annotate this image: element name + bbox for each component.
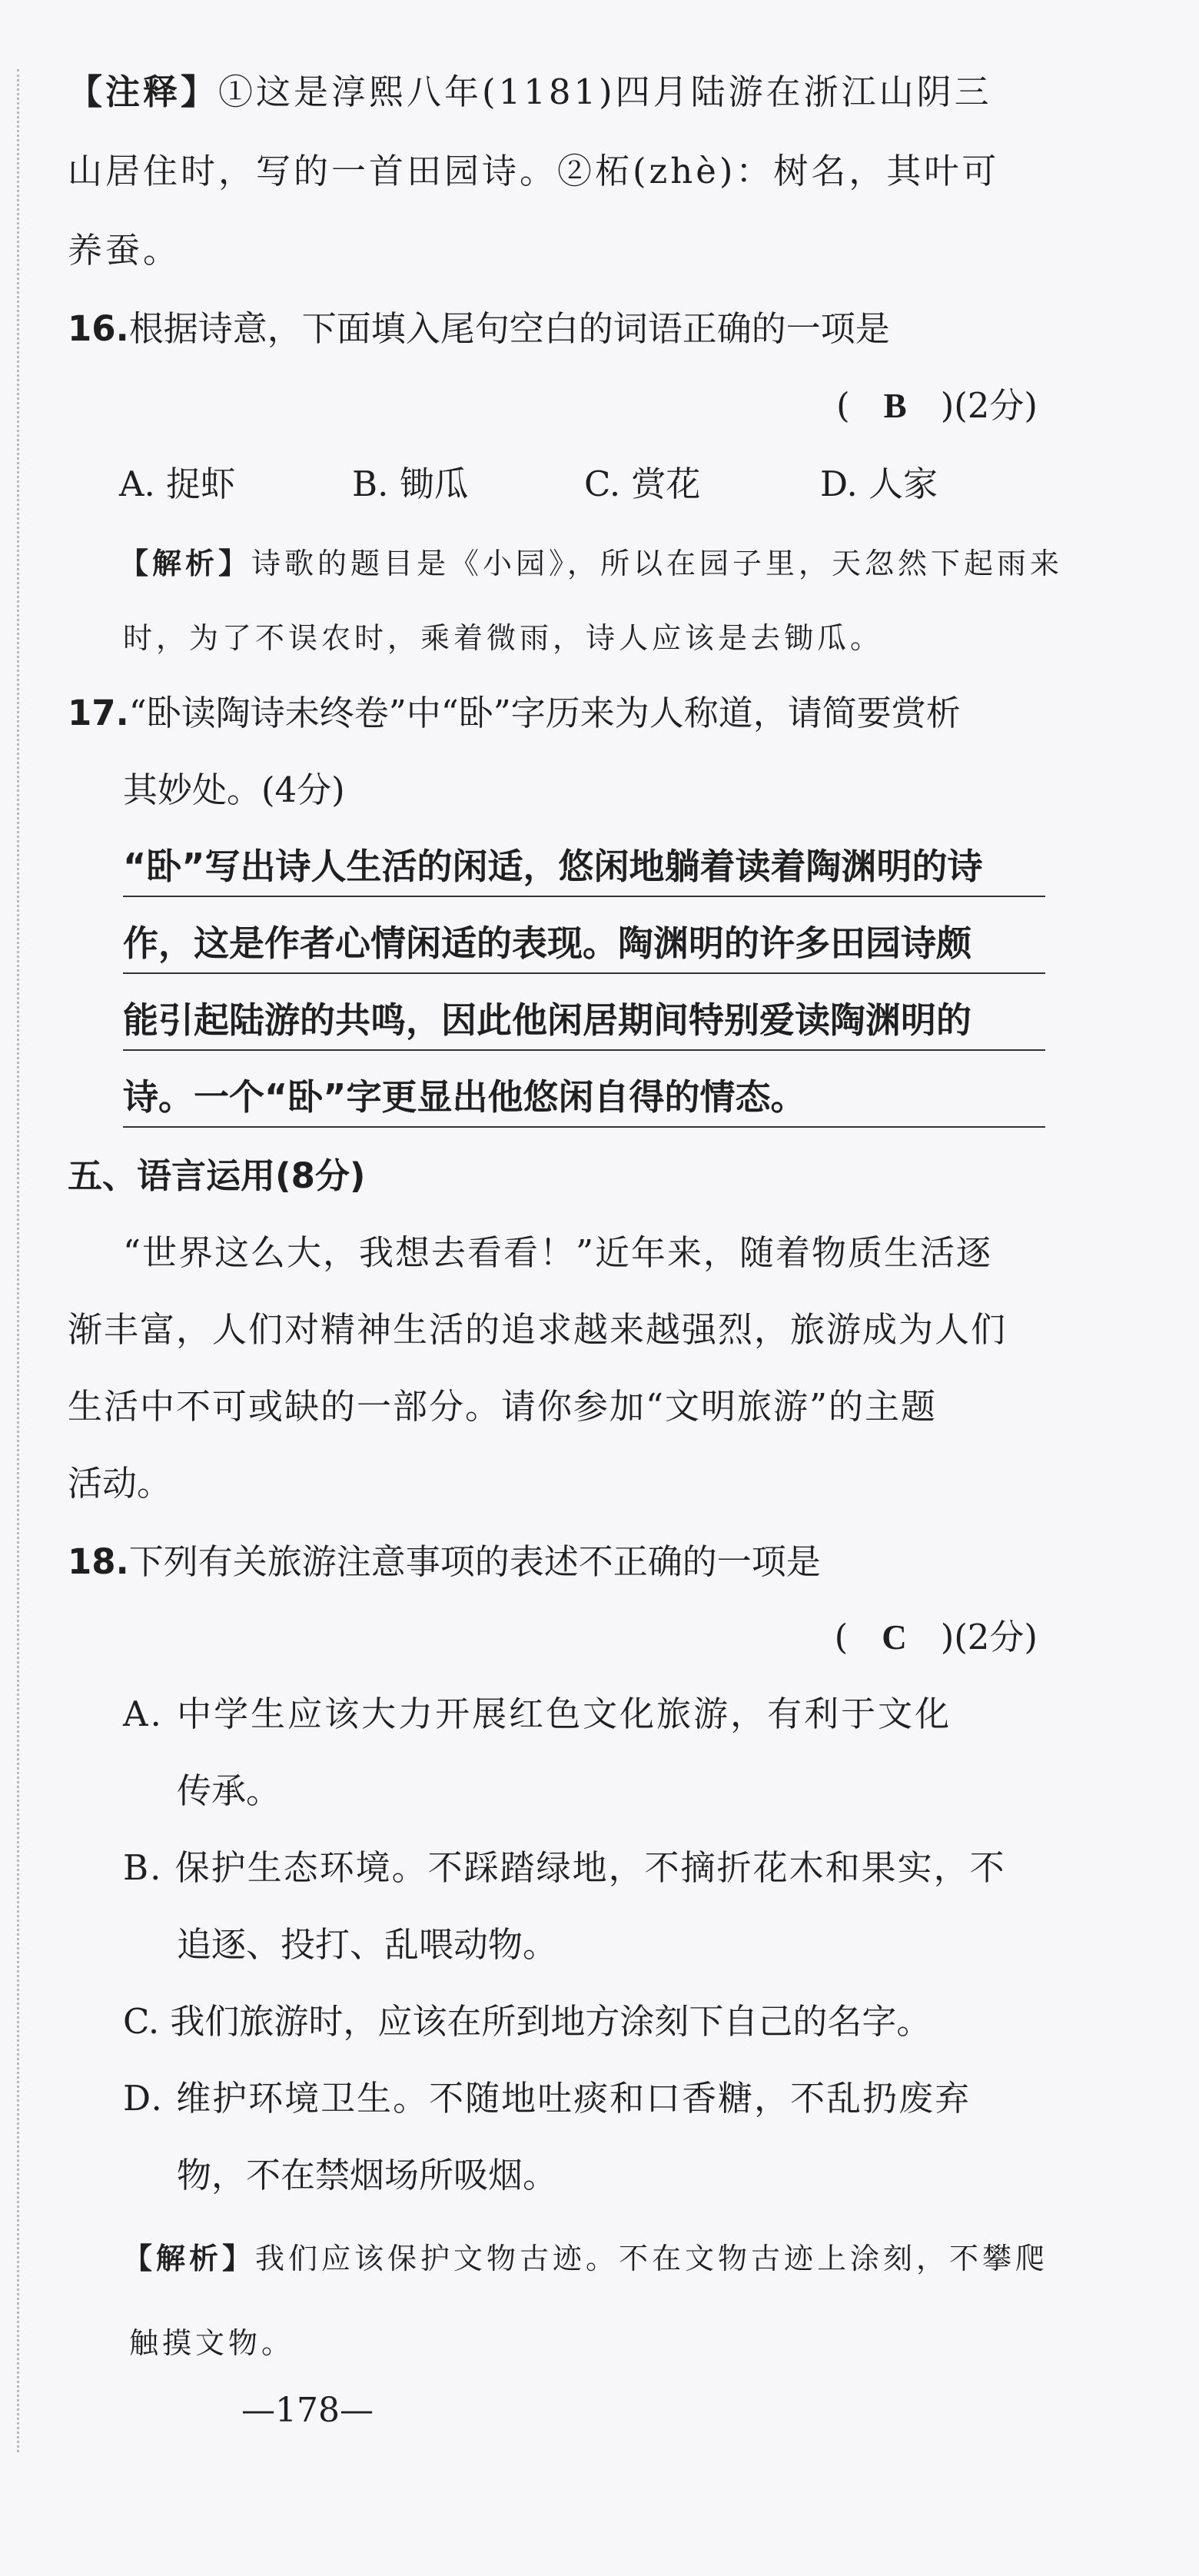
q18-analysis-line-2: 触摸文物。 <box>129 2326 295 2360</box>
q16-analysis-line-1: 【解析】诗歌的题目是《小园》，所以在园子里，天忽然下起雨来 <box>119 547 1064 580</box>
q18-option-d-line-1: D. 维护环境卫生。不随地吐痰和口香糖，不乱扔废弃 <box>123 2078 971 2119</box>
q18-option-a-line-1: A. 中学生应该大力开展红色文化旅游，有利于文化 <box>123 1694 952 1734</box>
q17-answer-line-1: “卧”写出诗人生活的闲适，悠闲地躺着读着陶渊明的诗 <box>123 842 1045 897</box>
note-tag: 【注释】 <box>68 71 219 112</box>
q16-answer-letter: B <box>883 387 907 425</box>
q17-answer-line-2: 作，这是作者心情闲适的表现。陶渊明的许多田园诗颇 <box>123 919 1045 974</box>
section-5-intro-line-4: 活动。 <box>68 1463 172 1504</box>
q16-option-b: B. 锄瓜 <box>352 464 469 504</box>
q16-option-d: D. 人家 <box>820 464 938 504</box>
q18-analysis-line-1: 【解析】我们应该保护文物古迹。不在文物古迹上涂刻，不攀爬 <box>123 2242 1049 2275</box>
section-5-intro-line-2: 渐丰富，人们对精神生活的追求越来越强烈，旅游成为人们 <box>68 1309 1008 1350</box>
section-5-intro-line-1: “世界这么大，我想去看看！”近年来，随着物质生活逐 <box>123 1232 993 1273</box>
margin-dotted-line <box>17 69 19 2452</box>
q16-analysis-line-2: 时，为了不误农时，乘着微雨，诗人应该是去锄瓜。 <box>123 621 884 655</box>
q16-option-c: C. 赏花 <box>584 464 701 504</box>
note-line-1: 【注释】①这是淳熙八年(1181)四月陆游在浙江山阴三 <box>68 71 992 112</box>
q17-answer-line-4: 诗。一个“卧”字更显出他悠闲自得的情态。 <box>123 1072 1045 1128</box>
q18-question: 18.下列有关旅游注意事项的表述不正确的一项是 <box>68 1541 821 1582</box>
q18-option-b-line-2: 追逐、投打、乱喂动物。 <box>177 1924 558 1965</box>
q18-answer-letter: C <box>882 1618 907 1657</box>
section-5-title: 五、语言运用(8分) <box>68 1155 366 1196</box>
page-number: —178— <box>241 2391 374 2430</box>
q17-question-line-1: 17.“卧读陶诗未终卷”中“卧”字历来为人称道，请简要赏析 <box>68 693 961 733</box>
q16-analysis-tag: 【解析】 <box>119 547 252 580</box>
q18-option-c: C. 我们旅游时，应该在所到地方涂刻下自己的名字。 <box>123 2001 932 2042</box>
q17-answer-line-3: 能引起陆游的共鸣，因此他闲居期间特别爱读陶渊明的 <box>123 995 1045 1051</box>
q16-answer: ( B )(2分) <box>836 385 1038 426</box>
q18-answer: ( C )(2分) <box>834 1617 1038 1657</box>
q18-option-b-line-1: B. 保护生态环境。不踩踏绿地，不摘折花木和果实，不 <box>123 1847 1006 1888</box>
note-line-2: 山居住时，写的一首田园诗。②柘(zhè)：树名，其叶可 <box>68 151 1000 191</box>
q18-analysis-tag: 【解析】 <box>123 2242 256 2275</box>
section-5-intro-line-3: 生活中不可或缺的一部分。请你参加“文明旅游”的主题 <box>68 1386 938 1427</box>
note-line-3: 养蚕。 <box>68 230 181 271</box>
q16-question: 16.根据诗意，下面填入尾句空白的词语正确的一项是 <box>68 308 890 349</box>
q18-option-d-line-2: 物，不在禁烟场所吸烟。 <box>177 2155 558 2195</box>
q16-option-a: A. 捉虾 <box>119 464 236 504</box>
q17-question-line-2: 其妙处。(4分) <box>123 769 345 810</box>
q18-option-a-line-2: 传承。 <box>177 1770 281 1811</box>
